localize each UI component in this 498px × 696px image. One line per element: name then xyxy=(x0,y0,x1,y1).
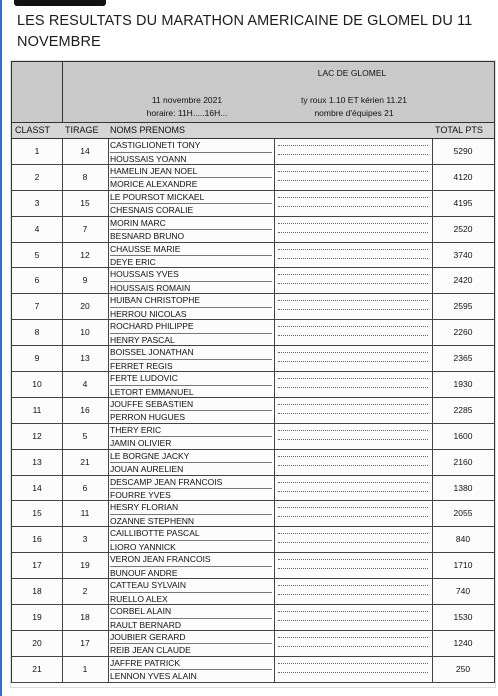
names-cell xyxy=(108,398,275,423)
table-row xyxy=(11,346,495,372)
name-first: VERON JEAN FRANCOIS xyxy=(110,554,211,565)
dotted-score-cell xyxy=(274,346,433,371)
names-cell xyxy=(108,450,275,475)
points-cell: 2520 xyxy=(453,223,473,234)
dotted-line xyxy=(278,672,428,673)
dotted-score-cell xyxy=(274,398,433,423)
names-cell xyxy=(108,605,275,630)
location-label: LAC DE GLOMEL xyxy=(317,68,387,78)
dotted-score-cell xyxy=(274,657,433,682)
name-first: FERTE LUDOVIC xyxy=(110,373,178,384)
column-draw: TIRAGE xyxy=(65,125,99,135)
dotted-line xyxy=(278,542,428,543)
results-sheet xyxy=(10,60,496,688)
draw-cell: 18 xyxy=(62,605,109,630)
names-cell xyxy=(108,579,275,604)
dotted-line xyxy=(278,430,428,431)
table-row xyxy=(11,243,495,269)
points-cell: 2260 xyxy=(453,327,473,338)
names-cell xyxy=(108,527,275,552)
name-second: HERROU NICOLAS xyxy=(110,307,272,320)
dotted-line xyxy=(278,180,428,181)
table-row xyxy=(11,553,495,579)
table-row xyxy=(11,217,495,243)
name-first: MORIN MARC xyxy=(110,217,166,228)
table-row xyxy=(11,476,495,502)
table-row xyxy=(11,165,495,191)
draw-cell: 1 xyxy=(62,657,109,682)
names-cell xyxy=(108,217,275,242)
rank-cell: 8 xyxy=(12,320,63,345)
draw-cell: 9 xyxy=(62,268,109,293)
dotted-score-cell xyxy=(274,450,433,475)
column-rank: CLASST xyxy=(15,125,51,135)
name-first: CHAUSSE MARIE xyxy=(110,243,181,254)
dotted-line xyxy=(278,465,428,466)
draw-cell: 15 xyxy=(62,191,109,216)
draw-cell: 19 xyxy=(62,553,109,578)
draw-cell: 8 xyxy=(62,165,109,190)
draw-cell: 6 xyxy=(62,476,109,501)
names-cell xyxy=(108,631,275,656)
dotted-score-cell xyxy=(274,579,433,604)
dotted-line xyxy=(278,482,428,483)
points-cell: 1240 xyxy=(453,637,473,648)
dotted-line xyxy=(278,387,428,388)
table-row xyxy=(11,450,495,476)
table-row xyxy=(11,268,495,294)
name-second: LENNON YVES ALAIN xyxy=(110,669,272,682)
dotted-line xyxy=(278,611,428,612)
dotted-line xyxy=(278,491,428,492)
dotted-line xyxy=(278,594,428,595)
table-row xyxy=(11,139,495,165)
draw-cell: 14 xyxy=(62,139,109,164)
header-divider xyxy=(62,62,63,122)
dotted-line xyxy=(278,206,428,207)
dotted-line xyxy=(278,646,428,647)
rank-cell: 20 xyxy=(12,631,63,656)
name-first: DESCAMP JEAN FRANCOIS xyxy=(110,476,223,487)
name-second: FOURRE YVES xyxy=(110,488,272,501)
draw-cell: 2 xyxy=(62,579,109,604)
rank-cell: 19 xyxy=(12,605,63,630)
dotted-line xyxy=(278,326,428,327)
points-cell: 4120 xyxy=(453,171,473,182)
table-row xyxy=(11,424,495,450)
name-first: HUIBAN CHRISTOPHE xyxy=(110,295,201,306)
sheet-header xyxy=(11,61,495,123)
draw-cell: 11 xyxy=(62,501,109,526)
table-row xyxy=(11,320,495,346)
dotted-score-cell xyxy=(274,320,433,345)
points-cell: 2055 xyxy=(453,508,473,519)
table-row xyxy=(11,191,495,217)
points-cell: 2160 xyxy=(453,456,473,467)
names-cell xyxy=(108,346,275,371)
rank-cell: 16 xyxy=(12,527,63,552)
dotted-line xyxy=(278,232,428,233)
name-second: HENRY PASCAL xyxy=(110,333,272,346)
name-second: BESNARD BRUNO xyxy=(110,229,272,242)
name-first: CORBEL ALAIN xyxy=(110,606,172,617)
draw-cell: 13 xyxy=(62,346,109,371)
name-second: CHESNAIS CORALIE xyxy=(110,203,272,216)
dotted-line xyxy=(278,533,428,534)
name-second: RAULT BERNARD xyxy=(110,618,272,631)
points-cell: 5290 xyxy=(453,146,473,156)
name-second: OZANNE STEPHENN xyxy=(110,514,272,527)
points-cell: 740 xyxy=(455,586,471,597)
rank-cell: 14 xyxy=(12,476,63,501)
dotted-score-cell xyxy=(274,372,433,397)
name-second: RUELLO ALEX xyxy=(110,592,272,605)
names-cell xyxy=(108,424,275,449)
dotted-line xyxy=(278,361,428,362)
draw-cell: 5 xyxy=(62,424,109,449)
names-cell xyxy=(108,268,275,293)
points-cell: 2595 xyxy=(453,301,473,312)
dotted-line xyxy=(278,352,428,353)
names-cell xyxy=(108,476,275,501)
table-row xyxy=(11,579,495,605)
points-cell: 2420 xyxy=(453,275,473,286)
points-cell: 1600 xyxy=(453,430,473,441)
dotted-line xyxy=(278,456,428,457)
dotted-line xyxy=(278,197,428,198)
dotted-line xyxy=(278,637,428,638)
points-cell: 250 xyxy=(455,663,471,674)
dotted-score-cell xyxy=(274,165,433,190)
draw-cell: 17 xyxy=(62,631,109,656)
rank-cell: 9 xyxy=(12,346,63,371)
dotted-line xyxy=(278,516,428,517)
dotted-line xyxy=(278,378,428,379)
name-first: JOUBIER GERARD xyxy=(110,631,186,642)
dotted-line xyxy=(278,439,428,440)
dotted-score-cell xyxy=(274,631,433,656)
dotted-line xyxy=(278,663,428,664)
results-rows xyxy=(11,139,495,683)
dotted-score-cell xyxy=(274,424,433,449)
hours-label: horaire: 11H.....16H... xyxy=(146,108,228,118)
table-row xyxy=(11,631,495,657)
table-row xyxy=(11,294,495,320)
dotted-line xyxy=(278,585,428,586)
dotted-score-cell xyxy=(274,217,433,242)
rank-cell: 12 xyxy=(12,424,63,449)
names-cell xyxy=(108,553,275,578)
draw-cell: 7 xyxy=(62,217,109,242)
table-row xyxy=(11,372,495,398)
column-points: TOTAL PTS xyxy=(435,125,483,135)
dotted-line xyxy=(278,171,428,172)
dotted-score-cell xyxy=(274,243,433,268)
date-label: 11 novembre 2021 xyxy=(151,95,223,105)
rank-cell: 5 xyxy=(12,243,63,268)
name-second: FERRET REGIS xyxy=(110,359,272,372)
dotted-score-cell xyxy=(274,527,433,552)
names-cell xyxy=(108,139,275,164)
name-first: HOUSSAIS YVES xyxy=(110,269,179,280)
name-second: HOUSSAIS ROMAIN xyxy=(110,281,272,294)
points-cell: 3740 xyxy=(453,249,473,260)
draw-cell: 10 xyxy=(62,320,109,345)
name-first: JAFFRE PATRICK xyxy=(110,657,181,668)
name-first: LE BORGNE JACKY xyxy=(110,450,190,461)
dotted-score-cell xyxy=(274,268,433,293)
rank-cell: 4 xyxy=(12,217,63,242)
names-cell xyxy=(108,501,275,526)
points-cell: 2365 xyxy=(453,353,473,364)
rank-cell: 17 xyxy=(12,553,63,578)
draw-cell: 4 xyxy=(62,372,109,397)
points-cell: 4195 xyxy=(453,197,473,208)
dotted-line xyxy=(278,249,428,250)
table-row xyxy=(11,527,495,553)
rank-cell: 2 xyxy=(12,165,63,190)
dotted-score-cell xyxy=(274,294,433,319)
dotted-line xyxy=(278,145,428,146)
names-cell xyxy=(108,243,275,268)
rank-cell: 7 xyxy=(12,294,63,319)
dotted-line xyxy=(278,300,428,301)
names-cell xyxy=(108,165,275,190)
dotted-line xyxy=(278,559,428,560)
name-second: JAMIN OLIVIER xyxy=(110,436,272,449)
name-second: REIB JEAN CLAUDE xyxy=(110,643,272,656)
dotted-score-cell xyxy=(274,605,433,630)
name-second: BUNOUF ANDRE xyxy=(110,566,272,579)
draw-cell: 12 xyxy=(62,243,109,268)
dotted-line xyxy=(278,258,428,259)
name-first: JOUFFE SEBASTIEN xyxy=(110,398,194,409)
dotted-line xyxy=(278,620,428,621)
name-first: CATTEAU SYLVAIN xyxy=(110,580,187,591)
dotted-line xyxy=(278,223,428,224)
rank-cell: 11 xyxy=(12,398,63,423)
post-title: LES RESULTATS DU MARATHON AMERICAINE DE GLOMEL DU 11 NOVEMBRE xyxy=(17,13,473,50)
dotted-line xyxy=(278,154,428,155)
rank-cell: 18 xyxy=(12,579,63,604)
name-first: THERY ERIC xyxy=(110,424,162,435)
dotted-line xyxy=(278,413,428,414)
rank-cell: 13 xyxy=(12,450,63,475)
name-first: BOISSEL JONATHAN xyxy=(110,347,194,358)
draw-cell: 20 xyxy=(62,294,109,319)
dotted-line xyxy=(278,274,428,275)
points-cell: 2285 xyxy=(453,404,473,415)
names-cell xyxy=(108,294,275,319)
draw-cell: 21 xyxy=(62,450,109,475)
dotted-score-cell xyxy=(274,191,433,216)
draw-cell: 3 xyxy=(62,527,109,552)
name-second: DEYE ERIC xyxy=(110,255,272,268)
moorings-label: ty roux 1.10 ET kérien 11.21 xyxy=(301,95,407,105)
points-cell: 1380 xyxy=(453,482,473,493)
names-cell xyxy=(108,191,275,216)
dotted-line xyxy=(278,335,428,336)
names-cell xyxy=(108,320,275,345)
rank-cell: 3 xyxy=(12,191,63,216)
left-accent-bar xyxy=(0,0,2,696)
rank-cell: 10 xyxy=(12,372,63,397)
name-second: LIORO YANNICK xyxy=(110,540,272,553)
cropped-header-graphic xyxy=(14,0,106,6)
dotted-line xyxy=(278,507,428,508)
name-first: CAILLIBOTTE PASCAL xyxy=(110,528,200,539)
points-cell: 1530 xyxy=(453,612,473,623)
dotted-line xyxy=(278,568,428,569)
draw-cell: 16 xyxy=(62,398,109,423)
points-cell: 1710 xyxy=(453,560,473,571)
dotted-score-cell xyxy=(274,476,433,501)
teams-label: nombre d'équipes 21 xyxy=(314,108,394,118)
column-names: NOMS PRENOMS xyxy=(110,125,186,135)
rank-cell: 6 xyxy=(12,268,63,293)
points-cell: 1930 xyxy=(453,379,473,390)
name-second: MORICE ALEXANDRE xyxy=(110,177,272,190)
name-first: LE POURSOT MICKAEL xyxy=(110,191,205,202)
table-row xyxy=(11,501,495,527)
name-first: HAMELIN JEAN NOEL xyxy=(110,165,198,176)
table-row xyxy=(11,605,495,631)
table-row xyxy=(11,398,495,424)
dotted-line xyxy=(278,404,428,405)
dotted-score-cell xyxy=(274,501,433,526)
names-cell xyxy=(108,372,275,397)
rank-cell: 1 xyxy=(12,139,63,164)
points-cell: 840 xyxy=(455,534,471,545)
rank-cell: 15 xyxy=(12,501,63,526)
names-cell xyxy=(108,657,275,682)
name-first: HESRY FLORIAN xyxy=(110,502,179,513)
dotted-score-cell xyxy=(274,553,433,578)
rank-cell: 21 xyxy=(12,657,63,682)
name-second: JOUAN AURELIEN xyxy=(110,462,272,475)
column-header-row xyxy=(11,123,495,139)
dotted-score-cell xyxy=(274,139,433,164)
name-second: HOUSSAIS YOANN xyxy=(110,152,272,165)
name-second: PERRON HUGUES xyxy=(110,410,272,423)
dotted-line xyxy=(278,309,428,310)
dotted-line xyxy=(278,283,428,284)
table-row xyxy=(11,657,495,683)
name-first: ROCHARD PHILIPPE xyxy=(110,321,194,332)
name-first: CASTIGLIONETI TONY xyxy=(110,140,201,150)
name-second: LETORT EMMANUEL xyxy=(110,385,272,398)
